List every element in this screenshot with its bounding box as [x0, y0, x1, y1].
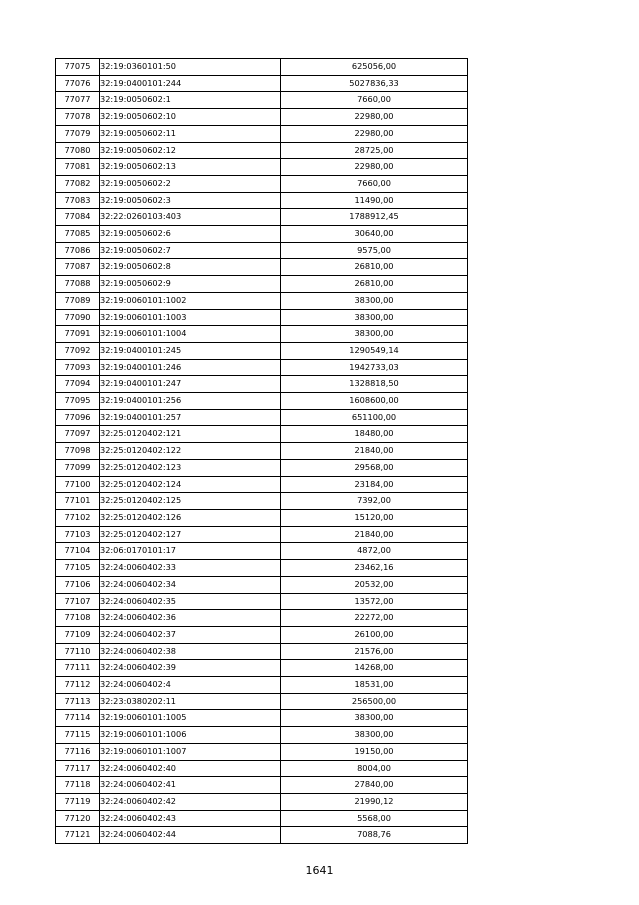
value-cell: 28725,00 [281, 142, 468, 159]
table-row [56, 409, 468, 426]
row-number-cell: 77110 [56, 643, 100, 660]
table-row [56, 292, 468, 309]
row-number-cell: 77077 [56, 92, 100, 109]
table-row [56, 543, 468, 560]
cadastral-number-cell: 32:24:0060402:41 [100, 777, 281, 794]
table-row [56, 309, 468, 326]
row-number-cell: 77094 [56, 376, 100, 393]
value-cell: 5568,00 [281, 810, 468, 827]
table-row [56, 593, 468, 610]
value-cell: 651100,00 [281, 409, 468, 426]
value-cell: 21990,12 [281, 793, 468, 810]
table-row [56, 459, 468, 476]
value-cell: 4872,00 [281, 543, 468, 560]
value-cell: 29568,00 [281, 459, 468, 476]
value-cell: 14268,00 [281, 660, 468, 677]
row-number-cell: 77090 [56, 309, 100, 326]
row-number-cell: 77121 [56, 827, 100, 844]
table-row [56, 259, 468, 276]
value-cell: 256500,00 [281, 693, 468, 710]
cadastral-number-cell: 32:19:0400101:244 [100, 75, 281, 92]
cadastral-number-cell: 32:19:0400101:245 [100, 342, 281, 359]
table-row [56, 192, 468, 209]
value-cell: 21576,00 [281, 643, 468, 660]
cadastral-number-cell: 32:19:0060101:1004 [100, 326, 281, 343]
value-cell: 8004,00 [281, 760, 468, 777]
row-number-cell: 77096 [56, 409, 100, 426]
table-row [56, 810, 468, 827]
cadastral-number-cell: 32:25:0120402:121 [100, 426, 281, 443]
value-cell: 38300,00 [281, 710, 468, 727]
table-row [56, 226, 468, 243]
cadastral-number-cell: 32:23:0380202:11 [100, 693, 281, 710]
row-number-cell: 77113 [56, 693, 100, 710]
value-cell: 7660,00 [281, 92, 468, 109]
row-number-cell: 77120 [56, 810, 100, 827]
cadastral-number-cell: 32:24:0060402:42 [100, 793, 281, 810]
registry-table-body [56, 59, 468, 844]
cadastral-number-cell: 32:19:0400101:246 [100, 359, 281, 376]
value-cell: 5027836,33 [281, 75, 468, 92]
table-row [56, 242, 468, 259]
cadastral-number-cell: 32:19:0050602:1 [100, 92, 281, 109]
registry-table [55, 58, 468, 844]
cadastral-number-cell: 32:19:0050602:8 [100, 259, 281, 276]
table-row [56, 342, 468, 359]
value-cell: 19150,00 [281, 743, 468, 760]
cadastral-number-cell: 32:24:0060402:36 [100, 610, 281, 627]
cadastral-number-cell: 32:19:0050602:11 [100, 125, 281, 142]
cadastral-number-cell: 32:25:0120402:123 [100, 459, 281, 476]
value-cell: 21840,00 [281, 443, 468, 460]
row-number-cell: 77091 [56, 326, 100, 343]
value-cell: 26100,00 [281, 626, 468, 643]
page-number: 1641 [305, 864, 334, 877]
row-number-cell: 77098 [56, 443, 100, 460]
value-cell: 1328818,50 [281, 376, 468, 393]
row-number-cell: 77076 [56, 75, 100, 92]
table-row [56, 75, 468, 92]
value-cell: 1608600,00 [281, 393, 468, 410]
table-row [56, 393, 468, 410]
row-number-cell: 77084 [56, 209, 100, 226]
cadastral-number-cell: 32:19:0400101:256 [100, 393, 281, 410]
cadastral-number-cell: 32:25:0120402:122 [100, 443, 281, 460]
table-row [56, 476, 468, 493]
row-number-cell: 77095 [56, 393, 100, 410]
row-number-cell: 77080 [56, 142, 100, 159]
row-number-cell: 77081 [56, 159, 100, 176]
row-number-cell: 77093 [56, 359, 100, 376]
cadastral-number-cell: 32:19:0050602:6 [100, 226, 281, 243]
cadastral-number-cell: 32:19:0050602:3 [100, 192, 281, 209]
row-number-cell: 77104 [56, 543, 100, 560]
value-cell: 22980,00 [281, 125, 468, 142]
value-cell: 625056,00 [281, 59, 468, 76]
cadastral-number-cell: 32:19:0050602:12 [100, 142, 281, 159]
value-cell: 23184,00 [281, 476, 468, 493]
table-row [56, 827, 468, 844]
row-number-cell: 77078 [56, 109, 100, 126]
row-number-cell: 77116 [56, 743, 100, 760]
row-number-cell: 77079 [56, 125, 100, 142]
table-row [56, 760, 468, 777]
table-row [56, 743, 468, 760]
table-row [56, 426, 468, 443]
row-number-cell: 77089 [56, 292, 100, 309]
row-number-cell: 77107 [56, 593, 100, 610]
table-row [56, 326, 468, 343]
value-cell: 27840,00 [281, 777, 468, 794]
table-row [56, 443, 468, 460]
table-row [56, 125, 468, 142]
table-row [56, 727, 468, 744]
table-row [56, 693, 468, 710]
table-row [56, 276, 468, 293]
cadastral-number-cell: 32:24:0060402:43 [100, 810, 281, 827]
table-row [56, 560, 468, 577]
cadastral-number-cell: 32:19:0060101:1002 [100, 292, 281, 309]
row-number-cell: 77119 [56, 793, 100, 810]
cadastral-number-cell: 32:19:0400101:257 [100, 409, 281, 426]
row-number-cell: 77118 [56, 777, 100, 794]
cadastral-number-cell: 32:24:0060402:38 [100, 643, 281, 660]
row-number-cell: 77102 [56, 509, 100, 526]
value-cell: 7392,00 [281, 493, 468, 510]
row-number-cell: 77085 [56, 226, 100, 243]
value-cell: 20532,00 [281, 576, 468, 593]
row-number-cell: 77083 [56, 192, 100, 209]
value-cell: 7660,00 [281, 175, 468, 192]
row-number-cell: 77105 [56, 560, 100, 577]
cadastral-number-cell: 32:24:0060402:39 [100, 660, 281, 677]
cadastral-number-cell: 32:19:0050602:10 [100, 109, 281, 126]
cadastral-number-cell: 32:19:0050602:9 [100, 276, 281, 293]
value-cell: 38300,00 [281, 326, 468, 343]
cadastral-number-cell: 32:25:0120402:124 [100, 476, 281, 493]
value-cell: 15120,00 [281, 509, 468, 526]
cadastral-number-cell: 32:19:0050602:2 [100, 175, 281, 192]
value-cell: 38300,00 [281, 309, 468, 326]
cadastral-number-cell: 32:19:0050602:7 [100, 242, 281, 259]
row-number-cell: 77099 [56, 459, 100, 476]
value-cell: 26810,00 [281, 276, 468, 293]
cadastral-number-cell: 32:22:0260103:403 [100, 209, 281, 226]
value-cell: 18480,00 [281, 426, 468, 443]
cadastral-number-cell: 32:24:0060402:33 [100, 560, 281, 577]
cadastral-number-cell: 32:24:0060402:37 [100, 626, 281, 643]
table-row [56, 643, 468, 660]
row-number-cell: 77101 [56, 493, 100, 510]
table-row [56, 710, 468, 727]
row-number-cell: 77087 [56, 259, 100, 276]
value-cell: 1290549,14 [281, 342, 468, 359]
table-row [56, 159, 468, 176]
row-number-cell: 77088 [56, 276, 100, 293]
value-cell: 22980,00 [281, 159, 468, 176]
value-cell: 11490,00 [281, 192, 468, 209]
value-cell: 22272,00 [281, 610, 468, 627]
cadastral-number-cell: 32:25:0120402:125 [100, 493, 281, 510]
row-number-cell: 77109 [56, 626, 100, 643]
cadastral-number-cell: 32:19:0060101:1003 [100, 309, 281, 326]
table-row [56, 660, 468, 677]
table-row [56, 359, 468, 376]
row-number-cell: 77112 [56, 677, 100, 694]
value-cell: 22980,00 [281, 109, 468, 126]
row-number-cell: 77097 [56, 426, 100, 443]
table-row [56, 109, 468, 126]
cadastral-number-cell: 32:24:0060402:4 [100, 677, 281, 694]
value-cell: 1788912,45 [281, 209, 468, 226]
table-row [56, 576, 468, 593]
table-row [56, 677, 468, 694]
table-row [56, 376, 468, 393]
table-row [56, 142, 468, 159]
cadastral-number-cell: 32:19:0060101:1007 [100, 743, 281, 760]
value-cell: 21840,00 [281, 526, 468, 543]
cadastral-number-cell: 32:19:0400101:247 [100, 376, 281, 393]
row-number-cell: 77082 [56, 175, 100, 192]
cadastral-number-cell: 32:06:0170101:17 [100, 543, 281, 560]
cadastral-number-cell: 32:19:0060101:1006 [100, 727, 281, 744]
table-row [56, 175, 468, 192]
table-row [56, 209, 468, 226]
value-cell: 9575,00 [281, 242, 468, 259]
table-row [56, 493, 468, 510]
table-row [56, 777, 468, 794]
value-cell: 1942733,03 [281, 359, 468, 376]
value-cell: 26810,00 [281, 259, 468, 276]
cadastral-number-cell: 32:25:0120402:126 [100, 509, 281, 526]
cadastral-number-cell: 32:25:0120402:127 [100, 526, 281, 543]
row-number-cell: 77092 [56, 342, 100, 359]
row-number-cell: 77086 [56, 242, 100, 259]
cadastral-number-cell: 32:19:0060101:1005 [100, 710, 281, 727]
table-row [56, 610, 468, 627]
cadastral-number-cell: 32:24:0060402:40 [100, 760, 281, 777]
value-cell: 38300,00 [281, 727, 468, 744]
row-number-cell: 77117 [56, 760, 100, 777]
row-number-cell: 77108 [56, 610, 100, 627]
value-cell: 18531,00 [281, 677, 468, 694]
cadastral-number-cell: 32:19:0360101:50 [100, 59, 281, 76]
table-row [56, 626, 468, 643]
table-row [56, 59, 468, 76]
row-number-cell: 77111 [56, 660, 100, 677]
cadastral-number-cell: 32:24:0060402:35 [100, 593, 281, 610]
cadastral-number-cell: 32:19:0050602:13 [100, 159, 281, 176]
value-cell: 7088,76 [281, 827, 468, 844]
row-number-cell: 77075 [56, 59, 100, 76]
cadastral-number-cell: 32:24:0060402:44 [100, 827, 281, 844]
row-number-cell: 77103 [56, 526, 100, 543]
table-row [56, 526, 468, 543]
row-number-cell: 77100 [56, 476, 100, 493]
value-cell: 38300,00 [281, 292, 468, 309]
row-number-cell: 77106 [56, 576, 100, 593]
cadastral-number-cell: 32:24:0060402:34 [100, 576, 281, 593]
value-cell: 30640,00 [281, 226, 468, 243]
value-cell: 13572,00 [281, 593, 468, 610]
table-row [56, 509, 468, 526]
value-cell: 23462,16 [281, 560, 468, 577]
row-number-cell: 77114 [56, 710, 100, 727]
table-row [56, 793, 468, 810]
row-number-cell: 77115 [56, 727, 100, 744]
table-row [56, 92, 468, 109]
